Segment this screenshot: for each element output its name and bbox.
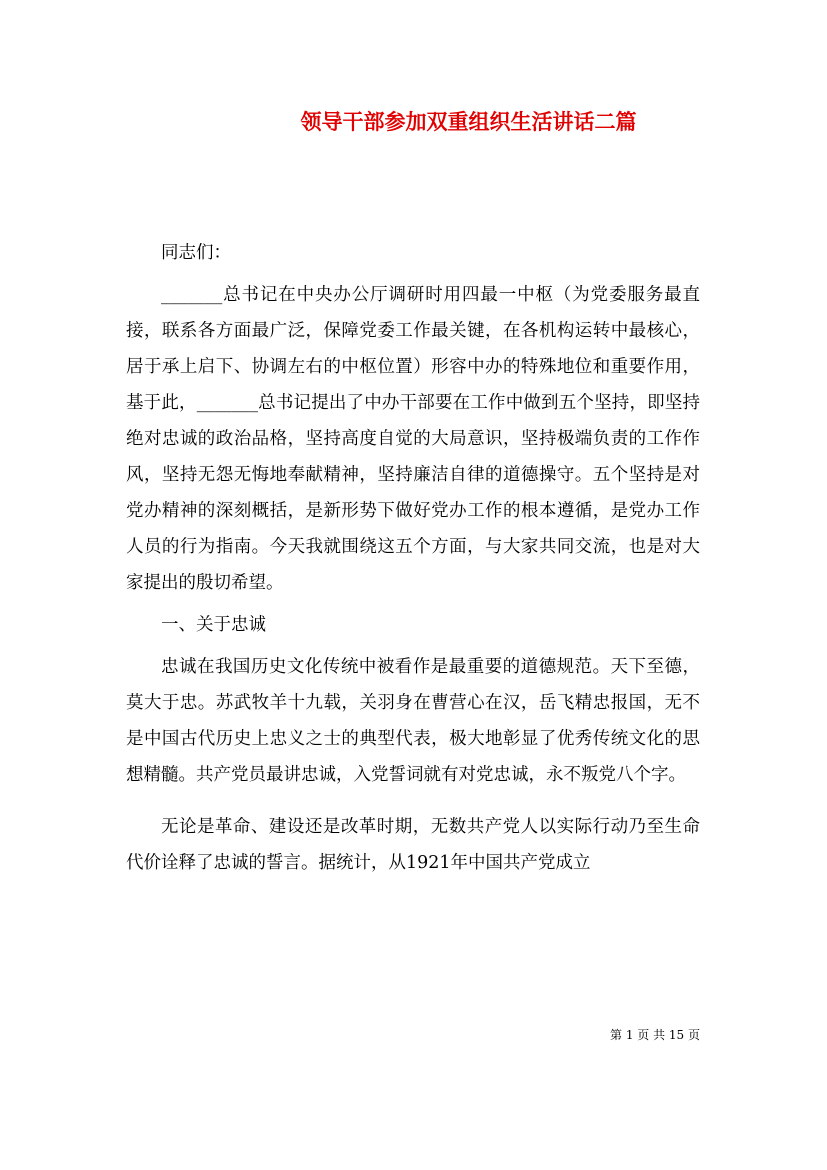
section-heading: 一、关于忠诚 <box>161 615 266 635</box>
intro-paragraph: _______总书记在中央办公厅调研时用四最一中枢（为党委服务最直接，联系各方面最广泛，保障党委工作最关键，在各机构运转中最核心，居于承上启下、协调左右的中枢位置）形容中办的特殊地位和重要作用，基于此，_______总书记提出了中办干部要在工作中做到五个坚持，即坚持绝对忠诚的政治品格，坚持高度自觉的大局意识，坚持极端负责的工作作风，坚持无怨无悔地奉献精神，坚持廉洁自律的道德操守。五个坚持是对党办精神的深刻概括，是新形势下做好党办工作的根本遵循，是党办工作人员的行为指南。今天我就围绕这五个方面，与大家共同交流，也是对大家提出的殷切希望。 <box>126 285 700 593</box>
page-number-label: 第 1 页 共 15 页 <box>610 1028 700 1042</box>
history-paragraph: 无论是革命、建设还是改革时期，无数共产党人以实际行动乃至生命代价诠释了忠诚的誓言。据统计，从1921年中国共产党成立 <box>126 817 700 873</box>
document-title: 领导干部参加双重组织生活讲话二篇 <box>300 109 637 134</box>
salutation-paragraph: 同志们： <box>161 243 231 263</box>
document-body <box>126 235 700 881</box>
page-number <box>0 1026 700 1044</box>
loyalty-paragraph: 忠诚在我国历史文化传统中被看作是最重要的道德规范。天下至德，莫大于忠。苏武牧羊十九载，关羽身在曹营心在汉，岳飞精忠报国，无不是中国古代历史上忠义之士的典型代表，极大地彰显了优秀传统文化的思想精髓。共产党员最讲忠诚，入党誓词就有对党忠诚，永不叛党八个字。 <box>126 657 700 785</box>
